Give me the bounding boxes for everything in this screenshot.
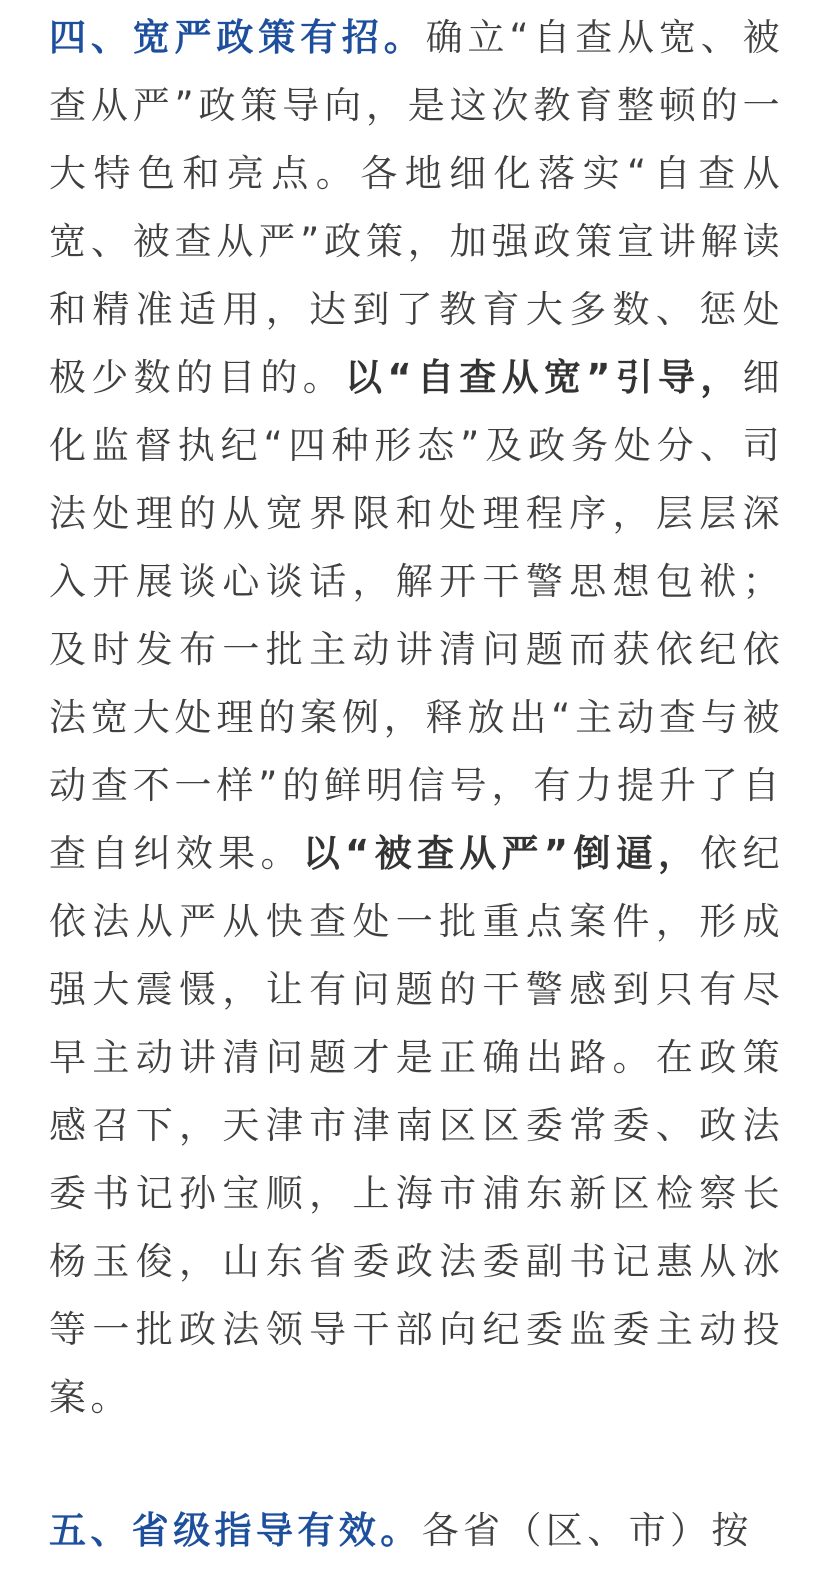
section-4-paragraph (49, 4, 784, 1432)
section-4-text-2: 细化监督执纪“四种形态”及政务处分、司法处理的从宽界限和处理程序，层层深入开展谈心谈话，解开干警思想包袱；及时发布一批主动讲清问题而获依纪依法宽大处理的案例，释放出“主动查与被动查不一样”的鲜明信号，有力提升了自查自纠效果。 (49, 356, 784, 875)
section-4-text-3: 依纪依法从严从快查处一批重点案件，形成强大震慑，让有问题的干警感到只有尽早主动讲清问题才是正确出路。在政策感召下，天津市津南区区委常委、政法委书记孙宝顺，上海市浦东新区检察长杨玉俊，山东省委政法委副书记惠从冰等一批政法领导干部向纪委监委主动投案。 (49, 832, 784, 1419)
section-5-paragraph (49, 1497, 784, 1565)
section-5-text-1: 各省（区、市）按 (421, 1509, 753, 1552)
section-5-heading: 五、省级指导有效。 (49, 1509, 422, 1552)
section-4-text-1: 确立“自查从宽、被查从严”政策导向，是这次教育整顿的一大特色和亮点。各地细化落实“自查从宽、被查从严”政策，加强政策宣讲解读和精准适用，达到了教育大多数、惩处极少数的目的。 (49, 16, 784, 399)
section-4-bold-lead-2: 以“被查从严”倒逼， (302, 832, 701, 875)
section-4-heading: 四、宽严政策有招。 (49, 16, 426, 59)
section-4-bold-lead-1: 以“自查从宽”引导， (345, 356, 743, 399)
